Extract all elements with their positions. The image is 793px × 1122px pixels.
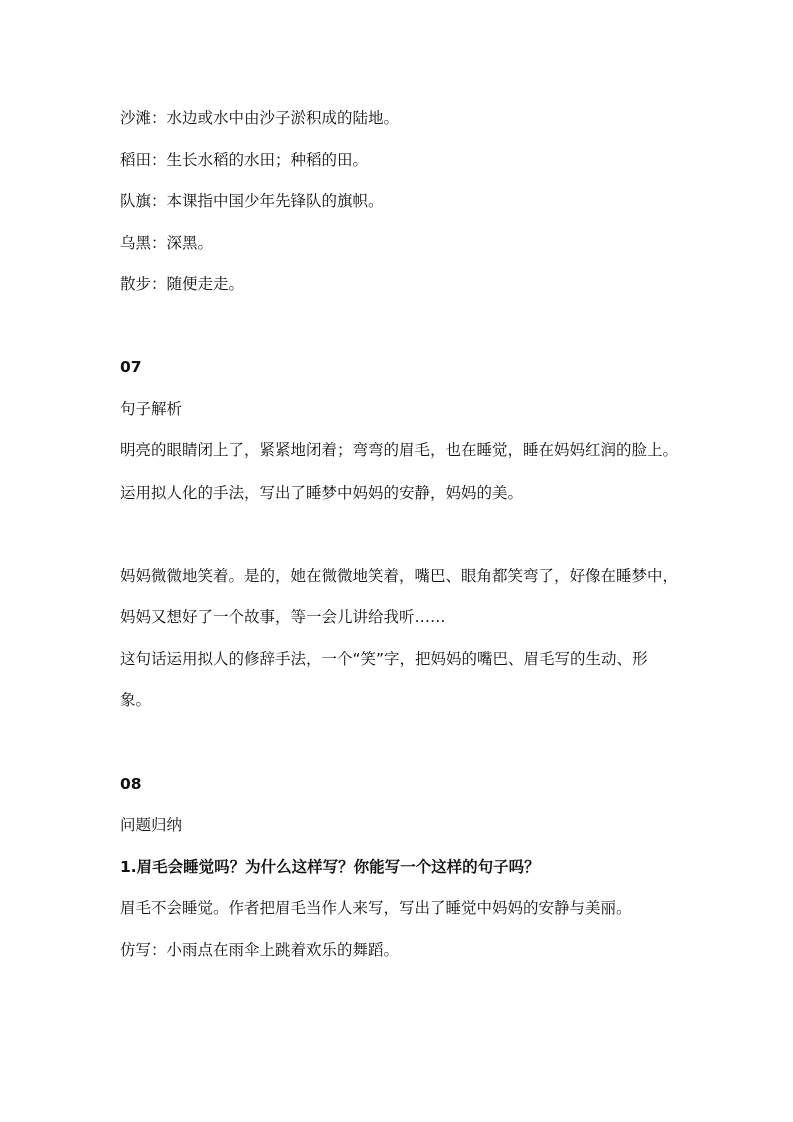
vocab-sanbu: 散步：随便走走。 xyxy=(120,275,245,293)
section-08-title: 问题归纳 xyxy=(120,816,183,834)
imitation-sentence: 仿写：小雨点在雨伞上跳着欢乐的舞蹈。 xyxy=(120,941,400,959)
sentence-2-line-2: 妈妈又想好了一个故事，等一会儿讲给我听…… xyxy=(120,608,446,626)
vocab-daotian: 稻田：生长水稻的水田；种稻的田。 xyxy=(120,151,369,169)
vocab-shatan: 沙滩：水边或水中由沙子淤积成的陆地。 xyxy=(120,109,400,127)
sentence-2-analysis-line-1: 这句话运用拟人的修辞手法，一个“笑”字，把妈妈的嘴巴、眉毛写的生动、形 xyxy=(120,650,648,668)
sentence-1: 明亮的眼睛闭上了，紧紧地闭着；弯弯的眉毛，也在睡觉，睡在妈妈红润的脸上。 xyxy=(120,441,679,459)
vocab-wuhei: 乌黑：深黑。 xyxy=(120,234,214,252)
section-07-title: 句子解析 xyxy=(120,400,183,418)
vocab-duiqi: 队旗：本课指中国少年先锋队的旗帜。 xyxy=(120,192,384,210)
question-1: 1.眉毛会睡觉吗？为什么这样写？你能写一个这样的句子吗？ xyxy=(120,858,540,876)
section-08-number: 08 xyxy=(120,775,142,793)
section-07-number: 07 xyxy=(120,358,142,376)
sentence-2-analysis-line-2: 象。 xyxy=(120,691,152,709)
answer-1: 眉毛不会睡觉。作者把眉毛当作人来写，写出了睡觉中妈妈的安静与美丽。 xyxy=(120,899,632,917)
sentence-1-analysis: 运用拟人化的手法，写出了睡梦中妈妈的安静，妈妈的美。 xyxy=(120,484,524,502)
sentence-2-line-1: 妈妈微微地笑着。是的，她在微微地笑着，嘴巴、眼角都笑弯了，好像在睡梦中， xyxy=(120,567,679,585)
